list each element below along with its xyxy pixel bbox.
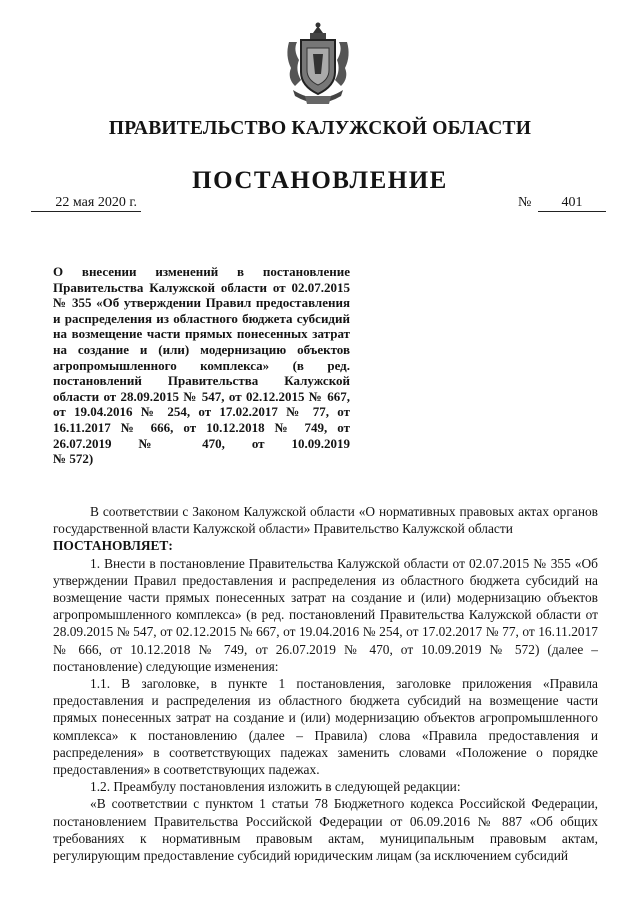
paragraph-1-1: 1.1. В заголовке, в пункте 1 постановления, заголовке приложения «Правила предоставления и распределения из областного бюджета субсидий на возмещение части прямых понесенных затрат на создание и (или) модернизацию объектов агропромышленного комплекса» к постановлению (далее – Правила) слова «Правила предоставления и распределения» в соответствующих падежах заменить словами «Положение о порядке предоставления» в соответствующих падежах. bbox=[53, 676, 598, 778]
title-text-end: № 572) bbox=[53, 451, 94, 467]
document-number: 401 bbox=[538, 194, 606, 212]
preamble-paragraph: В соответствии с Законом Калужской области «О нормативных правовых актах органов государственной власти Калужской области» Правительство Калужской области bbox=[53, 504, 598, 537]
decides-heading: ПОСТАНОВЛЯЕТ: bbox=[53, 538, 173, 554]
title-text: О внесении изменений в постановление Правительства Калужской области от 02.07.2015 № 355 «Об утверждении Правил предоставления и распределения из областного бюджета субсидий на возмещение части прямых понесенных затрат на создание и (или) модернизацию объектов агропромышленного комплекса» (в ред. постановлений Правительства Калужской области от 28.09.2015 № 547, от 02.12.2015 № 667, от 19.04.2016 № 254, от 17.02.2017 № 77, от 16.11.2017 № 666, от 10.12.2018 № 749, от 26.07.2019 № 470, от 10.09.2019 bbox=[53, 264, 350, 451]
document-title bbox=[53, 264, 350, 467]
paragraph-1: 1. Внести в постановление Правительства Калужской области от 02.07.2015 № 355 «Об утверждении Правил предоставления и распределения из областного бюджета субсидий на возмещение части прямых понесенных затрат на создание и (или) модернизацию объектов агропромышленного комплекса» (в ред. постановлений Правительства Калужской области от 28.09.2015 № 547, от 02.12.2015 № 667, от 19.04.2016 № 254, от 17.02.2017 № 77, от 16.11.2017 № 666, от 10.12.2018 № 749, от 26.07.2019 № 470, от 10.09.2019 № 572) (далее – постановление) следующие изменения: bbox=[53, 555, 598, 674]
government-name: ПРАВИТЕЛЬСТВО КАЛУЖСКОЙ ОБЛАСТИ bbox=[108, 118, 532, 139]
document-date: 22 мая 2020 г. bbox=[31, 194, 141, 212]
document-type: ПОСТАНОВЛЕНИЕ bbox=[192, 167, 448, 194]
document-body bbox=[53, 503, 598, 864]
number-sign: № bbox=[518, 195, 532, 210]
coat-of-arms-emblem bbox=[283, 20, 353, 108]
paragraph-1-2: 1.2. Преамбулу постановления изложить в следующей редакции: bbox=[90, 779, 461, 795]
quoted-paragraph: «В соответствии с пунктом 1 статьи 78 Бюджетного кодекса Российской Федерации, постановлением Правительства Российской Федерации от 06.09.2016 № 887 «Об общих требованиях к нормативным правовым актам, муниципальным правовым актам, регулирующим предоставление субсидий юридическим лицам (за исключением субсидий bbox=[53, 796, 598, 864]
